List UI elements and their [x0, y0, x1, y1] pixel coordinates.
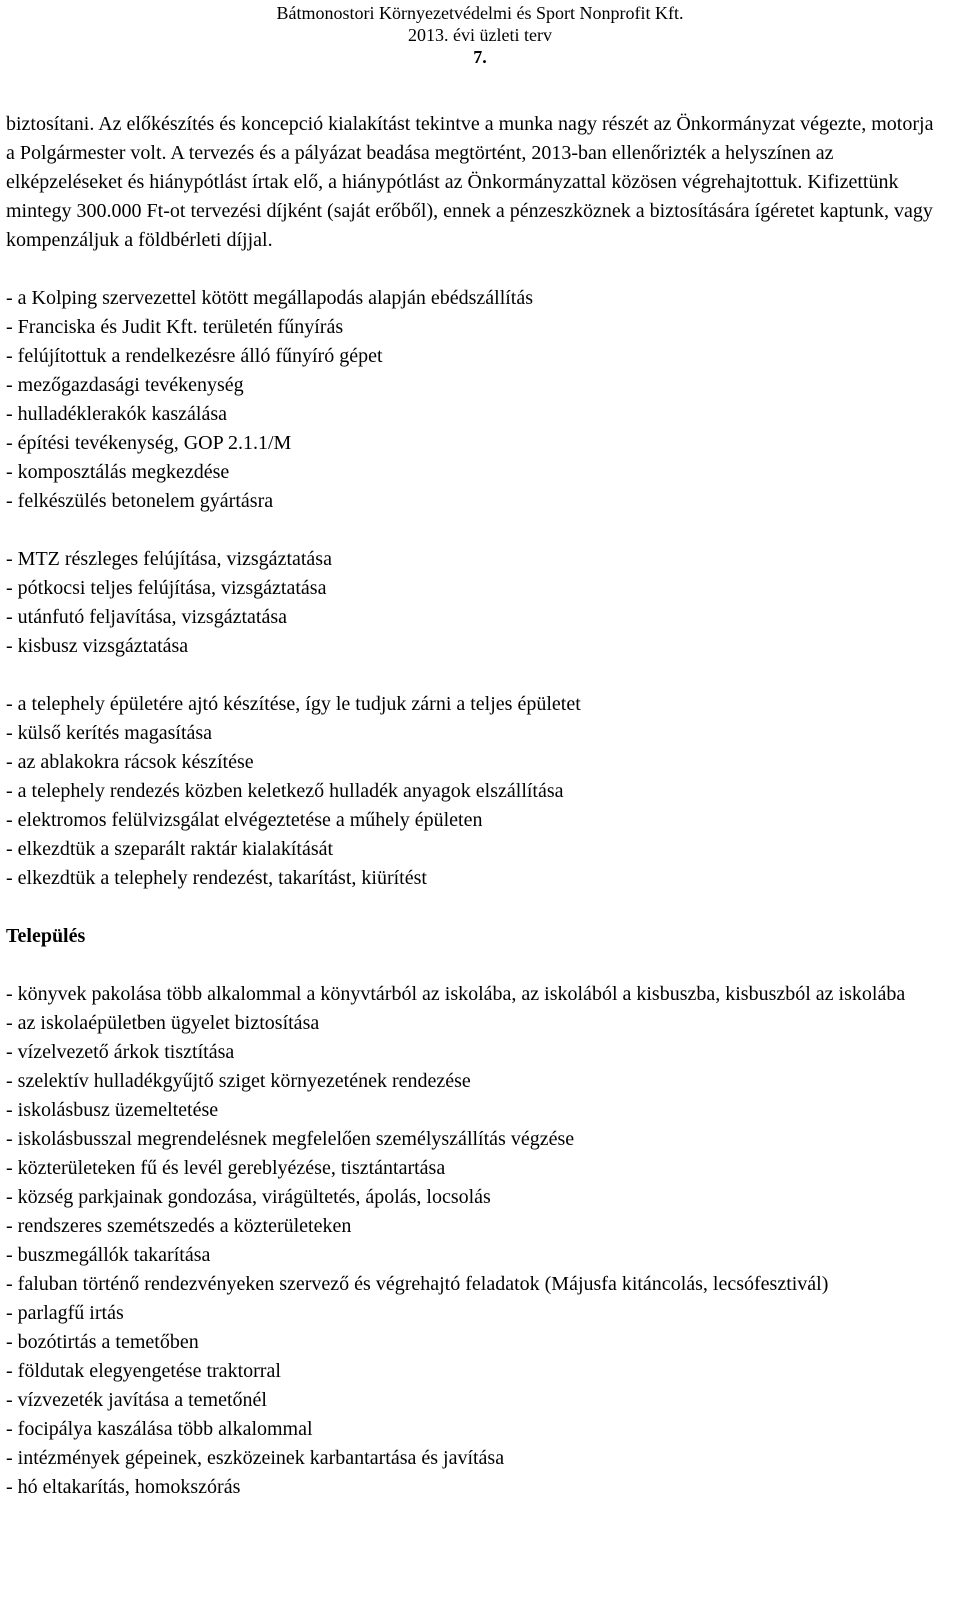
- list-item: - az iskolaépületben ügyelet biztosítása: [6, 1012, 320, 1034]
- list-item: - focipálya kaszálása több alkalommal: [6, 1418, 313, 1440]
- list-group-operations: [6, 284, 936, 516]
- list-item: - iskolásbusz üzemeltetése: [6, 1099, 219, 1121]
- list-item: - pótkocsi teljes felújítása, vizsgáztatása: [6, 577, 327, 599]
- list-item: - vízvezeték javítása a temetőnél: [6, 1389, 267, 1411]
- list-item: - elektromos felülvizsgálat elvégeztetése a műhely épületen: [6, 809, 483, 831]
- list-item: - elkezdtük a telephely rendezést, takarítást, kiürítést: [6, 867, 427, 889]
- intro-paragraph: biztosítani. Az előkészítés és koncepció kialakítást tekintve a munka nagy részét az Önkormányzat végezte, motorja a Polgármester volt. A tervezés és a pályázat beadása megtörtént, 2013-ban ellenőrizték a helyszínen az elképzeléseket és hiánypótlást írtak elő, a hiánypótlást az Önkormányzattal közösen végrehajtottuk. Kifizettünk mintegy 300.000 Ft-ot tervezési díjként (saját erőből), ennek a pénzeszköznek a biztosítására ígéretet kaptunk, vagy kompenzáljuk a földbérleti díjjal.: [6, 113, 934, 251]
- document-body: [6, 110, 936, 1502]
- spacer: [6, 661, 936, 690]
- spacer: [6, 893, 936, 922]
- list-item: - a telephely rendezés közben keletkező hulladék anyagok elszállítása: [6, 780, 564, 802]
- section-heading: Település: [6, 925, 86, 947]
- spacer: [6, 255, 936, 284]
- spacer: [6, 951, 936, 980]
- list-item: - intézmények gépeinek, eszközeinek karbantartása és javítása: [6, 1447, 505, 1469]
- list-group-settlement: [6, 980, 936, 1502]
- list-item: - utánfutó feljavítása, vizsgáztatása: [6, 606, 287, 628]
- list-item: - az ablakokra rácsok készítése: [6, 751, 254, 773]
- list-item: - közterületeken fű és levél gereblyézése, tisztántartása: [6, 1157, 446, 1179]
- company-name: Bátmonostori Környezetvédelmi és Sport Nonprofit Kft.: [276, 3, 684, 23]
- list-item: - komposztálás megkezdése: [6, 461, 230, 483]
- list-item: - földutak elegyengetése traktorral: [6, 1360, 281, 1382]
- list-item: - kisbusz vizsgáztatása: [6, 635, 189, 657]
- list-group-site: [6, 690, 936, 893]
- list-item: - rendszeres szemétszedés a közterületeken: [6, 1215, 352, 1237]
- list-item: - buszmegállók takarítása: [6, 1244, 211, 1266]
- list-item: - község parkjainak gondozása, virágültetés, ápolás, locsolás: [6, 1186, 491, 1208]
- list-item: - mezőgazdasági tevékenység: [6, 374, 244, 396]
- page-header: [0, 2, 960, 68]
- list-item: - szelektív hulladékgyűjtő sziget környezetének rendezése: [6, 1070, 471, 1092]
- list-item: - Franciska és Judit Kft. területén fűnyírás: [6, 316, 344, 338]
- list-item: - faluban történő rendezvényeken szervező és végrehajtó feladatok (Májusfa kitáncolás, lecsófesztivál): [6, 1273, 829, 1295]
- list-item: - építési tevékenység, GOP 2.1.1/M: [6, 432, 292, 454]
- list-item: - külső kerítés magasítása: [6, 722, 213, 744]
- list-item: - a Kolping szervezettel kötött megállapodás alapján ebédszállítás: [6, 287, 534, 309]
- list-item: - hó eltakarítás, homokszórás: [6, 1476, 241, 1498]
- document-title: 2013. évi üzleti terv: [408, 25, 552, 45]
- list-item: - iskolásbusszal megrendelésnek megfelelően személyszállítás végzése: [6, 1128, 575, 1150]
- page-number: 7.: [473, 47, 487, 67]
- list-item: - hulladéklerakók kaszálása: [6, 403, 228, 425]
- list-item: - felkészülés betonelem gyártásra: [6, 490, 274, 512]
- list-item: - könyvek pakolása több alkalommal a könyvtárból az iskolába, az iskolából a kisbuszba, kisbuszból az iskolába: [6, 983, 906, 1005]
- list-item: - vízelvezető árkok tisztítása: [6, 1041, 235, 1063]
- list-item: - parlagfű irtás: [6, 1302, 124, 1324]
- list-item: - MTZ részleges felújítása, vizsgáztatása: [6, 548, 332, 570]
- list-group-vehicles: [6, 545, 936, 661]
- list-item: - a telephely épületére ajtó készítése, így le tudjuk zárni a teljes épületet: [6, 693, 581, 715]
- list-item: - bozótirtás a temetőben: [6, 1331, 199, 1353]
- list-item: - elkezdtük a szeparált raktár kialakítását: [6, 838, 334, 860]
- spacer: [6, 516, 936, 545]
- list-item: - felújítottuk a rendelkezésre álló fűnyíró gépet: [6, 345, 383, 367]
